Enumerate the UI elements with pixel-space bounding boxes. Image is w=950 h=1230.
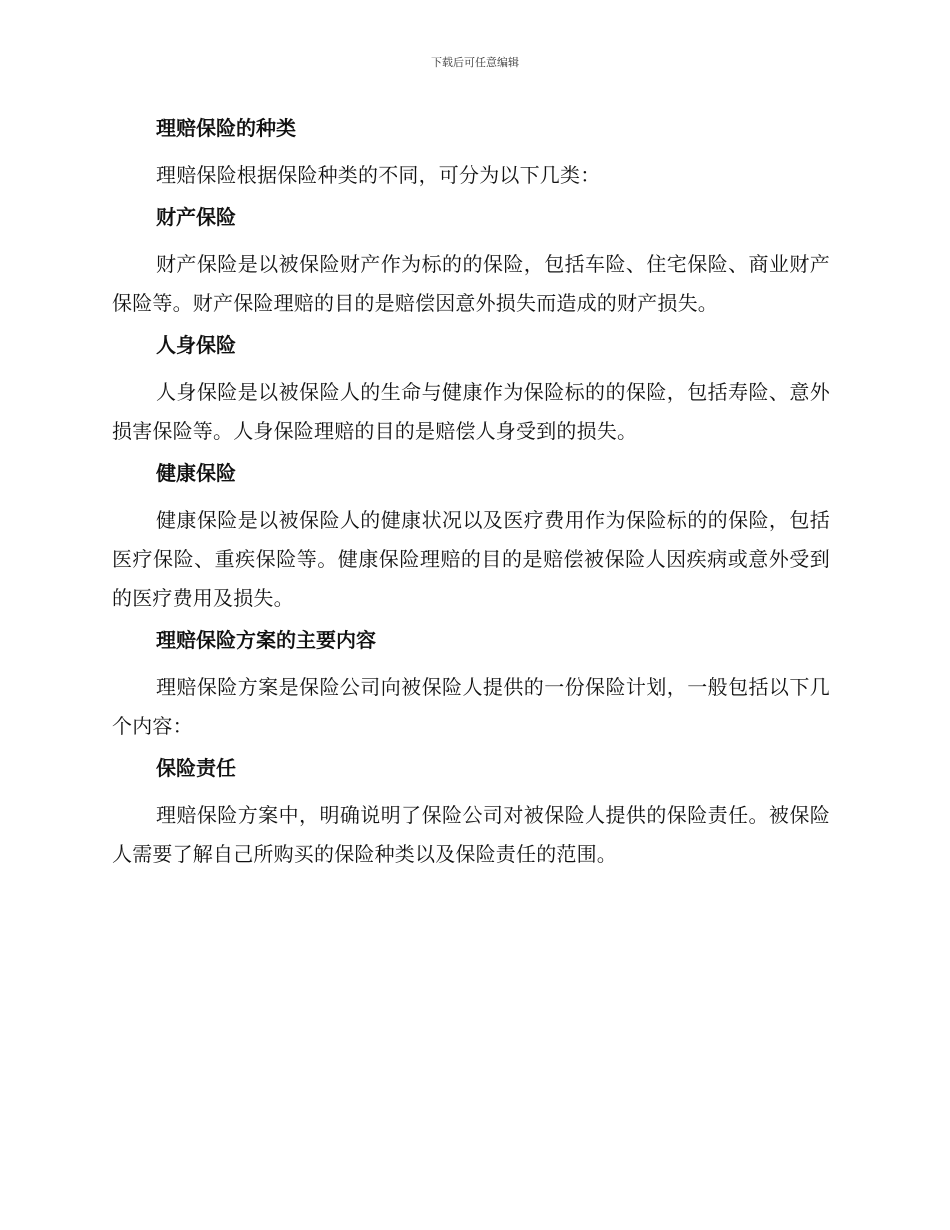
section-paragraph-personal-insurance: 人身保险是以被保险人的生命与健康作为保险标的的保险，包括寿险、意外损害保险等。人身保险理赔的目的是赔偿人身受到的损失。: [112, 380, 830, 443]
section-paragraph-claim-types: 理赔保险根据保险种类的不同，可分为以下几类：: [156, 163, 601, 187]
section-heading-insurance-liability: 保险责任: [156, 756, 236, 780]
section-heading-property-insurance: 财产保险: [156, 205, 236, 229]
page-header: 下载后可任意编辑: [431, 56, 519, 69]
section-paragraph-insurance-liability: 理赔保险方案中，明确说明了保险公司对被保险人提供的保险责任。被保险人需要了解自己所购买的保险种类以及保险责任的范围。: [112, 803, 830, 866]
section-paragraph-property-insurance: 财产保险是以被保险财产作为标的的保险，包括车险、住宅保险、商业财产保险等。财产保险理赔的目的是赔偿因意外损失而造成的财产损失。: [112, 252, 830, 315]
section-paragraph-health-insurance: 健康保险是以被保险人的健康状况以及医疗费用作为保险标的的保险，包括医疗保险、重疾保险等。健康保险理赔的目的是赔偿被保险人因疾病或意外受到的医疗费用及损失。: [112, 508, 830, 610]
section-heading-plan-contents: 理赔保险方案的主要内容: [156, 628, 376, 652]
section-paragraph-plan-contents: 理赔保险方案是保险公司向被保险人提供的一份保险计划，一般包括以下几个内容：: [112, 675, 830, 738]
section-heading-claim-types: 理赔保险的种类: [156, 116, 296, 140]
section-heading-personal-insurance: 人身保险: [156, 333, 236, 357]
section-heading-health-insurance: 健康保险: [156, 461, 236, 485]
document-body: [112, 106, 830, 882]
